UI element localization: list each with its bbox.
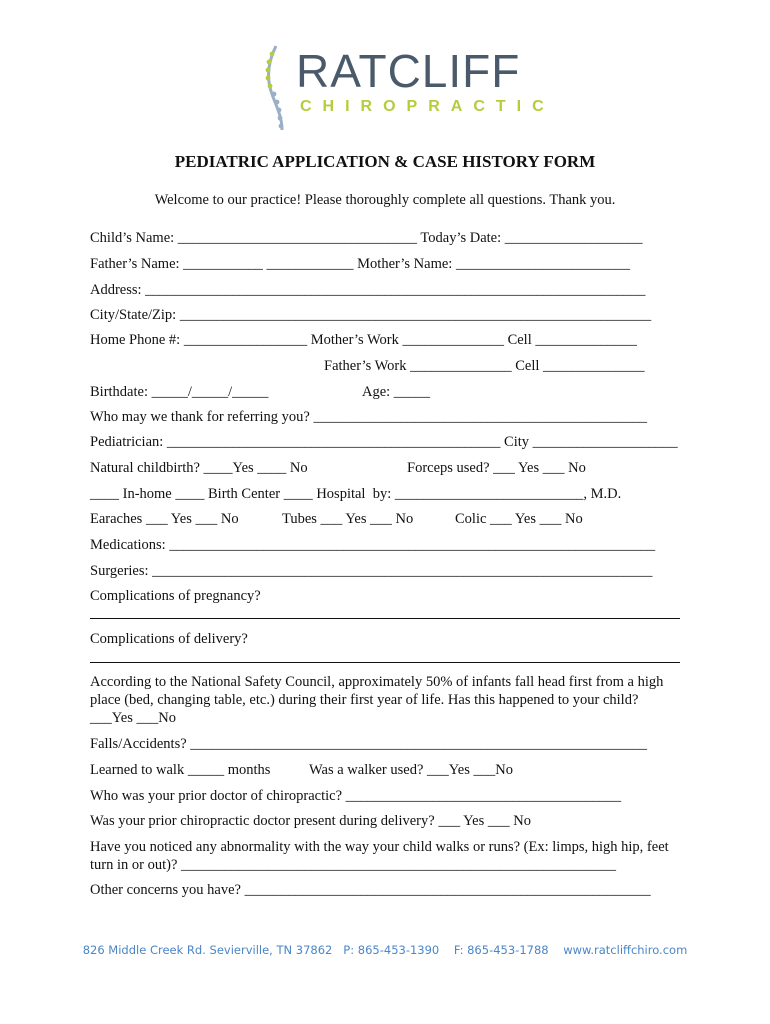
logo-wordmark: RATCLIFF — [296, 45, 521, 97]
form-title: PEDIATRIC APPLICATION & CASE HISTORY FORM — [174, 152, 596, 171]
walker-used-line[interactable]: Was a walker used? ___Yes ___No — [309, 762, 513, 778]
footer-contact: 826 Middle Creek Rd. Sevierville, TN 37862 P: 865-453-1390 F: 865-453-1788 www.ratcliffchiro.com — [82, 943, 688, 957]
walk-abnormality-paragraph[interactable]: Have you noticed any abnormality with the way your child walks or runs? (Ex: limps, high hip, feet turn in or out)? ____________________________________________________________ — [90, 839, 669, 873]
birth-location-line[interactable]: ____ In-home ____ Birth Center ____ Hospital by: __________________________, M.D. — [90, 486, 622, 502]
prior-chiropractor-line[interactable]: Who was your prior doctor of chiropractic? ______________________________________ — [90, 788, 622, 804]
surgeries-line[interactable]: Surgeries: _____________________________________________________________________ — [90, 563, 653, 579]
city-state-zip-line[interactable]: City/State/Zip: _________________________________________________________________ — [90, 307, 652, 323]
falls-accidents-line[interactable]: Falls/Accidents? _______________________________________________________________ — [90, 736, 648, 752]
logo — [262, 42, 555, 134]
other-concerns-line[interactable]: Other concerns you have? ________________________________________________________ — [90, 882, 651, 898]
age-line[interactable]: Age: _____ — [362, 384, 431, 400]
pregnancy-complications-label: Complications of pregnancy? — [90, 588, 261, 604]
colic-line[interactable]: Colic ___ Yes ___ No — [455, 511, 583, 527]
pediatrician-line[interactable]: Pediatrician: ______________________________________________ City ____________________ — [90, 434, 678, 450]
tubes-line[interactable]: Tubes ___ Yes ___ No — [282, 511, 414, 527]
welcome-text: Welcome to our practice! Please thoroughly complete all questions. Thank you. — [154, 192, 616, 208]
learned-to-walk-line[interactable]: Learned to walk _____ months — [90, 762, 271, 778]
logo-subtitle: CHIROPRACTIC — [300, 98, 555, 115]
pregnancy-complications-field[interactable] — [90, 618, 680, 619]
home-phone-line[interactable]: Home Phone #: _________________ Mother’s Work ______________ Cell ______________ — [90, 332, 637, 348]
natural-childbirth-line[interactable]: Natural childbirth? ____Yes ____ No — [90, 460, 308, 476]
birthdate-line[interactable]: Birthdate: _____/_____/_____ — [90, 384, 269, 400]
childs-name-line[interactable]: Child’s Name: _________________________________ Today’s Date: ___________________ — [90, 230, 643, 246]
fathers-name-line[interactable]: Father’s Name: ___________ ____________ Mother’s Name: ________________________ — [90, 256, 630, 272]
fathers-work-line[interactable]: Father’s Work ______________ Cell ______________ — [324, 358, 645, 374]
prior-chiro-delivery-line[interactable]: Was your prior chiropractic doctor present during delivery? ___ Yes ___ No — [90, 813, 531, 829]
referral-line[interactable]: Who may we thank for referring you? ______________________________________________ — [90, 409, 647, 425]
earaches-line[interactable]: Earaches ___ Yes ___ No — [90, 511, 239, 527]
delivery-complications-label: Complications of delivery? — [90, 631, 248, 647]
spine-icon — [262, 42, 298, 134]
falls-info-paragraph[interactable]: According to the National Safety Council, approximately 50% of infants fall head first from a high place (bed, changing table, etc.) during their first year of life. Has this happened to your child? ___Yes ___No — [90, 674, 664, 726]
medications-line[interactable]: Medications: ___________________________________________________________________ — [90, 537, 656, 553]
forceps-line[interactable]: Forceps used? ___ Yes ___ No — [407, 460, 586, 476]
delivery-complications-field[interactable] — [90, 662, 680, 663]
address-line[interactable]: Address: _____________________________________________________________________ — [90, 282, 646, 298]
